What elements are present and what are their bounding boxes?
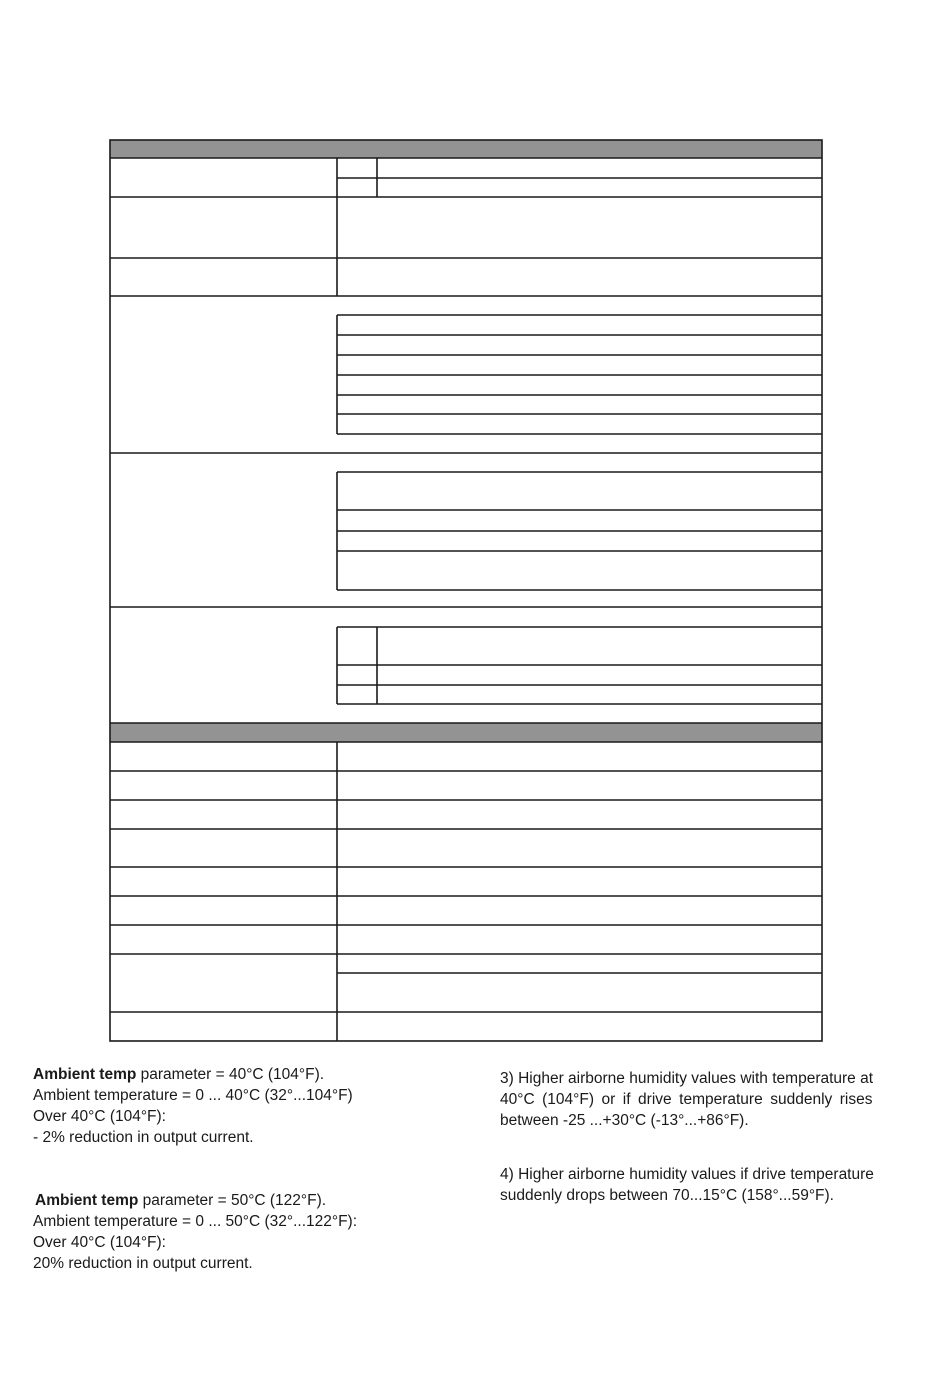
note-line [33,1064,353,1085]
note-line: Ambient temperature = 0 ... 50°C (32°...122°F): [33,1213,358,1230]
note-line: 4) Higher airborne humidity values if drive temperature [500,1166,874,1183]
note-line: - 2% reduction in output current. [33,1129,254,1146]
note-line [33,1190,357,1211]
note-bold-term: Ambient temp [35,1192,139,1209]
note-line: Over 40°C (104°F): [33,1108,166,1125]
note-line: between -25 ...+30°C (-13°...+86°F). [500,1112,749,1129]
note-text: parameter = 40°C (104°F). [136,1066,325,1083]
footnote-4 [500,1164,918,1206]
table-rules [110,140,822,1041]
note-ambient-40 [33,1064,353,1148]
note-line: Ambient temperature = 0 ... 40°C (32°...104°F) [33,1087,353,1104]
note-line: 20% reduction in output current. [33,1255,253,1272]
table-header-band-2 [110,723,822,742]
note-line: 40°C (104°F) or if drive temperature suddenly rises [500,1091,873,1108]
note-line: 3) Higher airborne humidity values with temperature at [500,1070,874,1087]
note-text: parameter = 50°C (122°F). [138,1192,327,1209]
note-bold-term: Ambient temp [33,1066,137,1083]
note-line: suddenly drops between 70...15°C (158°...59°F). [500,1187,834,1204]
table-header-band-1 [110,140,822,158]
note-line: Over 40°C (104°F): [33,1234,166,1251]
note-ambient-50 [33,1190,357,1274]
footnote-3 [500,1068,918,1131]
